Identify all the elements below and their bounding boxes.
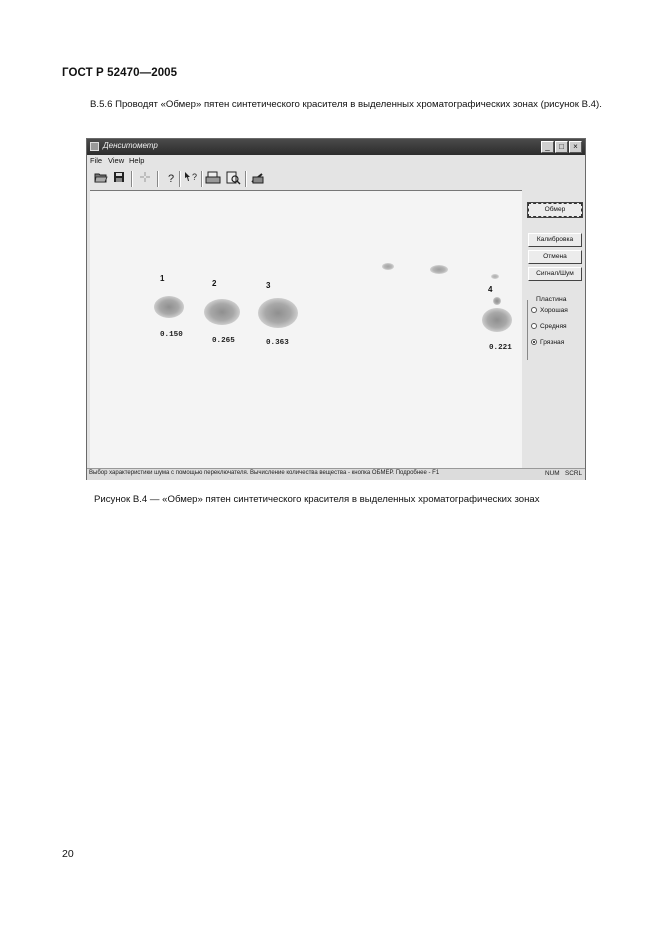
measure-button[interactable]: Обмер: [528, 203, 582, 217]
menu-view[interactable]: View: [108, 156, 125, 165]
menu-help[interactable]: Help: [129, 156, 145, 165]
dye-spot-4[interactable]: [482, 308, 512, 332]
spot-value-2: 0.265: [212, 337, 235, 345]
spot-number-2: 2: [212, 279, 217, 288]
menu-file[interactable]: File: [90, 156, 103, 165]
background-speck: [491, 274, 499, 279]
dye-spot-2[interactable]: [204, 299, 240, 325]
window-titlebar[interactable]: [87, 139, 585, 155]
toolbar-separator: [179, 171, 181, 187]
spot-value-1: 0.150: [160, 331, 183, 339]
plate-group-label: Пластина: [536, 296, 567, 303]
radio-medium-label: Средняя: [540, 323, 567, 330]
svg-text:?: ?: [192, 172, 198, 182]
open-folder-icon[interactable]: [93, 171, 109, 187]
menu-bar: [87, 156, 585, 167]
radio-dirty[interactable]: [531, 339, 564, 346]
spot-value-4: 0.221: [489, 344, 512, 352]
toolbar-separator: [201, 171, 203, 187]
status-scrl: SCRL: [565, 470, 583, 477]
app-icon: [90, 142, 99, 151]
cancel-button[interactable]: Отмена: [528, 250, 582, 264]
background-speck: [382, 263, 394, 270]
toolbar-separator: [245, 171, 247, 187]
spot-number-4: 4: [488, 285, 493, 294]
radio-circle-selected: [531, 339, 537, 345]
page-number: 20: [62, 848, 74, 860]
save-disk-icon[interactable]: [111, 171, 127, 187]
radio-good-label: Хорошая: [540, 307, 568, 314]
print-preview-icon[interactable]: [225, 171, 241, 187]
context-help-icon[interactable]: [183, 171, 199, 187]
status-message: Выбор характеристики шума с помощью переключателя. Вычисление количества вещества - кнопка ОБМЕР. Подробнее - F1: [89, 470, 440, 476]
document-standard-header: ГОСТ Р 52470—2005: [62, 67, 178, 79]
minimize-button[interactable]: _: [541, 141, 554, 153]
spot-value-3: 0.363: [266, 339, 289, 347]
signal-noise-button[interactable]: Сигнал/Шум: [528, 267, 582, 281]
maximize-button[interactable]: □: [555, 141, 568, 153]
print-icon[interactable]: [205, 171, 221, 187]
chromatogram-plate[interactable]: [90, 190, 522, 469]
radio-circle: [531, 323, 537, 329]
radio-circle: [531, 307, 537, 313]
spot-number-1: 1: [160, 274, 165, 283]
figure-caption: Рисунок В.4 — «Обмер» пятен синтетического красителя в выделенных хроматографических зонах: [94, 494, 540, 505]
toolbar-separator: [157, 171, 159, 187]
control-panel: [524, 190, 584, 468]
background-speck: [430, 265, 448, 274]
radio-medium[interactable]: [531, 323, 567, 330]
question-icon[interactable]: ?: [167, 173, 175, 185]
densitometer-window: [86, 138, 586, 480]
intro-paragraph: В.5.6 Проводят «Обмер» пятен синтетического красителя в выделенных хроматографических зонах (рисунок В.4).: [90, 99, 602, 110]
toolbar-separator: [131, 171, 133, 187]
dye-spot-1[interactable]: [154, 296, 184, 318]
radio-good[interactable]: [531, 307, 568, 314]
status-bar: [87, 468, 585, 480]
scan-icon[interactable]: [250, 171, 266, 187]
status-num: NUM: [545, 470, 560, 477]
radio-dirty-label: Грязная: [540, 339, 565, 346]
window-title: Денситометр: [103, 141, 158, 150]
close-button[interactable]: ×: [569, 141, 582, 153]
cross-cursor-icon[interactable]: [137, 171, 153, 187]
spot-number-3: 3: [266, 281, 271, 290]
calibrate-button[interactable]: Калибровка: [528, 233, 582, 247]
dye-spot-3[interactable]: [258, 298, 298, 328]
plate-group-frame: [527, 300, 528, 360]
toolbar: [87, 168, 585, 190]
dye-spot-4-small: [493, 297, 501, 305]
